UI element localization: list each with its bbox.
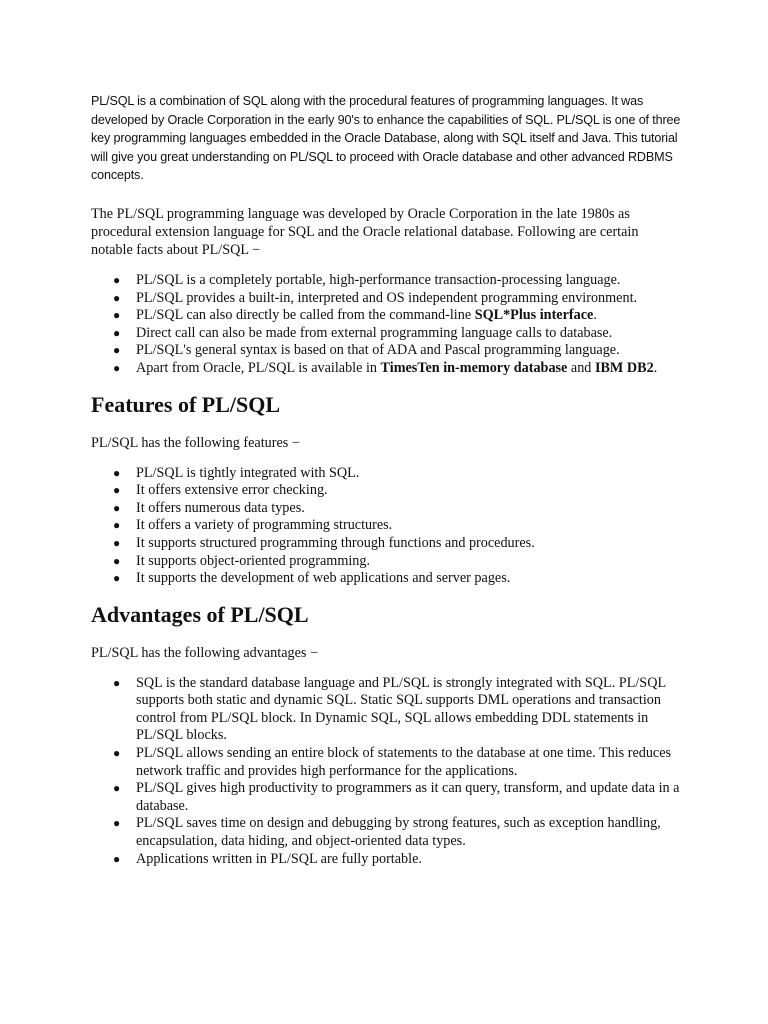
bullet-icon: ●: [113, 483, 121, 498]
list-item: ● PL/SQL provides a built-in, interpreted and OS independent programming environment.: [113, 289, 638, 306]
intro-paragraph: PL/SQL is a combination of SQL along with the procedural features of programming languages. It was developed by Oracle Corporation in the early 90's to enhance the capabilities of SQL. PL/SQL is one of three key programming languages embedded in the Oracle Database, along with SQL itself and Java. This tutorial will give you great understanding on PL/SQL to proceed with Oracle database and other advanced RDBMS concepts.: [91, 94, 681, 183]
bullet-icon: ●: [113, 325, 121, 340]
bullet-icon: ●: [113, 781, 121, 796]
notable-facts-list: [91, 272, 683, 378]
bullet-icon: ●: [113, 500, 121, 515]
bullet-icon: ●: [113, 518, 121, 533]
list-item: ● It offers numerous data types.: [113, 499, 305, 516]
bullet-icon: ●: [113, 535, 121, 550]
bullet-icon: ●: [113, 571, 121, 586]
bullet-icon: ●: [113, 553, 121, 568]
bullet-icon: ●: [113, 675, 121, 690]
history-paragraph: The PL/SQL programming language was developed by Oracle Corporation in the late 1980s as procedural extension language for SQL and the Oracle relational database. Following are certain notable facts about PL/SQL −: [91, 205, 639, 258]
bullet-icon: ●: [113, 272, 121, 287]
list-item: ● Applications written in PL/SQL are fully portable.: [113, 850, 422, 867]
document-page: [91, 92, 683, 882]
list-item: ● PL/SQL is a completely portable, high-performance transaction-processing language.: [113, 271, 621, 288]
advantages-heading: Advantages of PL/SQL: [91, 601, 309, 627]
bullet-icon: ●: [113, 360, 121, 375]
bullet-icon: ●: [113, 343, 121, 358]
list-item: ● It offers extensive error checking.: [113, 482, 328, 499]
list-item: ● It offers a variety of programming structures.: [113, 517, 393, 534]
bullet-icon: ●: [113, 308, 121, 323]
list-item: ● It supports object-oriented programming.: [113, 552, 371, 569]
features-intro: PL/SQL has the following features −: [91, 434, 300, 451]
list-item: ● PL/SQL can also directly be called from the command-line SQL*Plus interface.: [113, 307, 597, 324]
bullet-icon: ●: [113, 851, 121, 866]
features-heading: Features of PL/SQL: [91, 391, 281, 417]
list-item: ● Direct call can also be made from external programming language calls to database.: [113, 324, 613, 341]
features-list: [91, 465, 683, 588]
bullet-icon: ●: [113, 746, 121, 761]
bold-term: IBM DB2: [594, 359, 654, 376]
list-item: ● Apart from Oracle, PL/SQL is available in TimesTen in-memory database and IBM DB2.: [113, 359, 658, 376]
advantages-list: [91, 675, 683, 869]
advantages-intro: PL/SQL has the following advantages −: [91, 644, 318, 661]
bold-term: SQL*Plus interface: [474, 307, 594, 324]
bold-term: TimesTen in-memory database: [380, 359, 568, 376]
list-item: ● It supports the development of web applications and server pages.: [113, 570, 511, 587]
list-item: ● PL/SQL is tightly integrated with SQL.: [113, 464, 360, 481]
list-item: ● It supports structured programming through functions and procedures.: [113, 534, 535, 551]
list-item: ● SQL is the standard database language and PL/SQL is strongly integrated with SQL. PL/SQL supports both static and dynamic SQL. Static SQL supports DML operations and transaction control from PL/SQL block. In Dynamic SQL, SQL allows embedding DDL statements in PL/SQL blocks.: [113, 674, 666, 744]
bullet-icon: ●: [113, 290, 121, 305]
list-item: ● PL/SQL allows sending an entire block of statements to the database at one time. This reduces network traffic and provides high performance for the applications.: [113, 745, 672, 779]
bullet-icon: ●: [113, 465, 121, 480]
list-item: ● PL/SQL's general syntax is based on that of ADA and Pascal programming language.: [113, 342, 620, 359]
bullet-icon: ●: [113, 816, 121, 831]
list-item: ● PL/SQL gives high productivity to programmers as it can query, transform, and update data in a database.: [113, 780, 680, 814]
list-item: ● PL/SQL saves time on design and debugging by strong features, such as exception handling, encapsulation, data hiding, and object-oriented data types.: [113, 815, 661, 850]
